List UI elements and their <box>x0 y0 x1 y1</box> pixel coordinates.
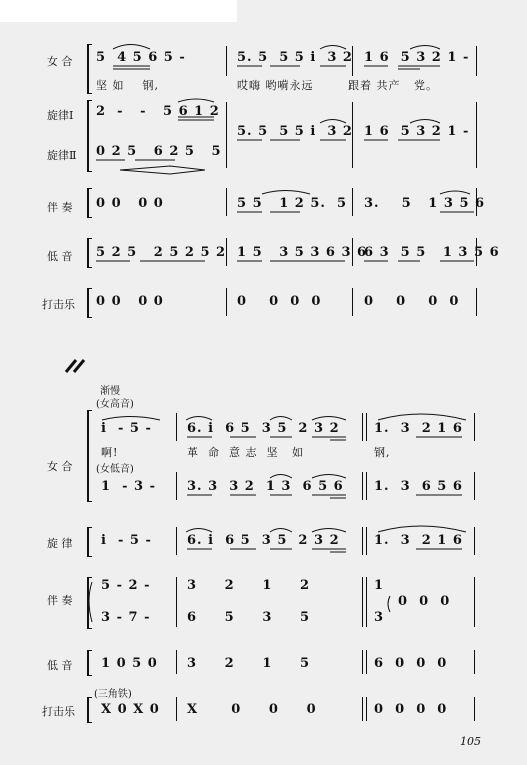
notes-perc-2-m3: 0 0 0 0 <box>374 702 448 717</box>
notes-acc-upper-m3: 1 <box>374 578 385 593</box>
slur <box>312 475 346 479</box>
lyrics-m2: 哎嗨 哟嗬永远 <box>237 79 314 92</box>
notes-bass-2-m3: 6 0 0 0 <box>374 656 448 671</box>
notes-acc-m1: 0 0 0 0 <box>96 196 164 211</box>
label-accompaniment: 伴 奏 <box>47 201 73 214</box>
notes-chorus-m3: 1 6 5 3 2 1 - <box>364 50 470 65</box>
slur <box>410 120 440 124</box>
slur <box>102 417 160 421</box>
label-chorus: 女 合 <box>47 55 73 68</box>
slur <box>312 529 346 533</box>
slur <box>270 529 292 533</box>
brace <box>388 596 390 612</box>
notes-melody-m3-2: 1. 3 2 1 6 <box>374 533 463 548</box>
notes-bass-2-m2: 3 2 1 5 <box>187 656 311 671</box>
label-percussion-2: 打击乐 <box>42 705 75 718</box>
slur <box>440 191 470 194</box>
slur <box>186 417 212 421</box>
notes-melody-1-m1: 2 - - 5 6 1 2 <box>96 104 220 119</box>
notes-acc-upper-m2: 3 2 1 2 <box>187 578 311 593</box>
page-number: 105 <box>460 735 481 748</box>
notes-melody-m1: i - 5 - <box>101 533 152 548</box>
slur <box>320 120 346 124</box>
slur <box>312 417 346 421</box>
notes-acc-upper-m1: 5 - 2 - <box>101 578 151 593</box>
slur <box>320 46 346 50</box>
notes-perc-m3: 0 0 0 0 <box>364 294 460 309</box>
lyrics-m1: 坚 如 钢, <box>96 79 159 92</box>
label-bass-2: 低 音 <box>47 659 73 672</box>
notes-melody-m3: 1 6 5 3 2 1 - <box>364 124 470 139</box>
notes-bass-m3: 6 3 5 5 1 3 5 6 <box>364 245 500 260</box>
notes-melody-2-m1: 0 2 5 6 2 5 5 <box>96 144 222 159</box>
slur <box>262 191 310 195</box>
notes-acc-m3: 3. 5 1 3 5 6 <box>364 196 486 211</box>
slur <box>270 475 292 479</box>
notes-alto-m1: 1 - 3 - <box>101 479 156 494</box>
notes-chorus-m2: 5. 5 5 5 i 3 2 <box>237 50 353 65</box>
hairpin <box>120 170 205 174</box>
lyrics-2-m3: 钢, <box>374 446 391 459</box>
hairpin <box>120 166 205 170</box>
notes-soprano-m3: 1. 3 2 1 6 <box>374 421 463 436</box>
notes-soprano-m1: i - 5 - <box>101 421 152 436</box>
lyrics-m3: 跟着 共产 党。 <box>348 79 438 92</box>
label-accompaniment-2: 伴 奏 <box>47 594 73 607</box>
notes-chorus-m1: 5 4 5 6 5 - <box>96 50 186 65</box>
notes-perc-m2: 0 0 0 0 <box>237 294 322 309</box>
notes-alto-m2: 3. 3 3 2 1 3 6 5 6 <box>187 479 344 494</box>
notes-bass-2-m1: 1 0 5 0 <box>101 656 158 671</box>
soprano-label: (女高音) <box>96 399 134 410</box>
instrument-note: (三角铁) <box>94 689 132 700</box>
slur <box>178 99 214 102</box>
label-melody-2: 旋律Ⅱ <box>47 149 77 162</box>
slur <box>113 45 150 50</box>
tempo-mark: 渐慢 <box>100 386 120 397</box>
slur <box>410 46 440 50</box>
alto-label: (女低音) <box>96 464 134 475</box>
notes-acc-lower-m3: 3 <box>374 610 385 625</box>
notes-acc-rests: 0 0 0 <box>398 594 451 609</box>
slur <box>270 417 292 421</box>
label-melody-1: 旋律Ⅰ <box>47 109 74 122</box>
brace <box>89 582 92 622</box>
label-bass: 低 音 <box>47 250 73 263</box>
slur <box>378 414 466 420</box>
notes-acc-m2: 5 5 1 2 5. 5 <box>237 196 348 211</box>
slur <box>186 529 212 533</box>
notes-bass-m1: 5 2 5 2 5 2 5 2 <box>96 245 227 260</box>
label-melody: 旋 律 <box>47 537 73 550</box>
notes-alto-m3: 1. 3 6 5 6 <box>374 479 463 494</box>
lyrics-2-m1: 啊! <box>101 446 119 459</box>
notes-bass-m2: 1 5 3 5 3 6 3 6 <box>237 245 368 260</box>
label-percussion: 打击乐 <box>42 298 75 311</box>
label-chorus-2: 女 合 <box>47 460 73 473</box>
notes-perc-2-m2: X 0 0 0 <box>187 702 317 717</box>
notes-acc-lower-m2: 6 5 3 5 <box>187 610 311 625</box>
notes-perc-2-m1: X 0 X 0 <box>101 702 160 717</box>
notes-melody-m2-2: 6. i 6 5 3 5 2 3 2 <box>187 533 340 548</box>
notes-soprano-m2: 6. i 6 5 3 5 2 3 2 <box>187 421 340 436</box>
notes-acc-lower-m1: 3 - 7 - <box>101 610 151 625</box>
slur <box>378 526 466 532</box>
lyrics-2-m2: 革 命 意 志 坚 如 <box>187 446 304 459</box>
notes-perc-m1: 0 0 0 0 <box>96 294 164 309</box>
notes-melody-m2: 5. 5 5 5 i 3 2 <box>237 124 353 139</box>
